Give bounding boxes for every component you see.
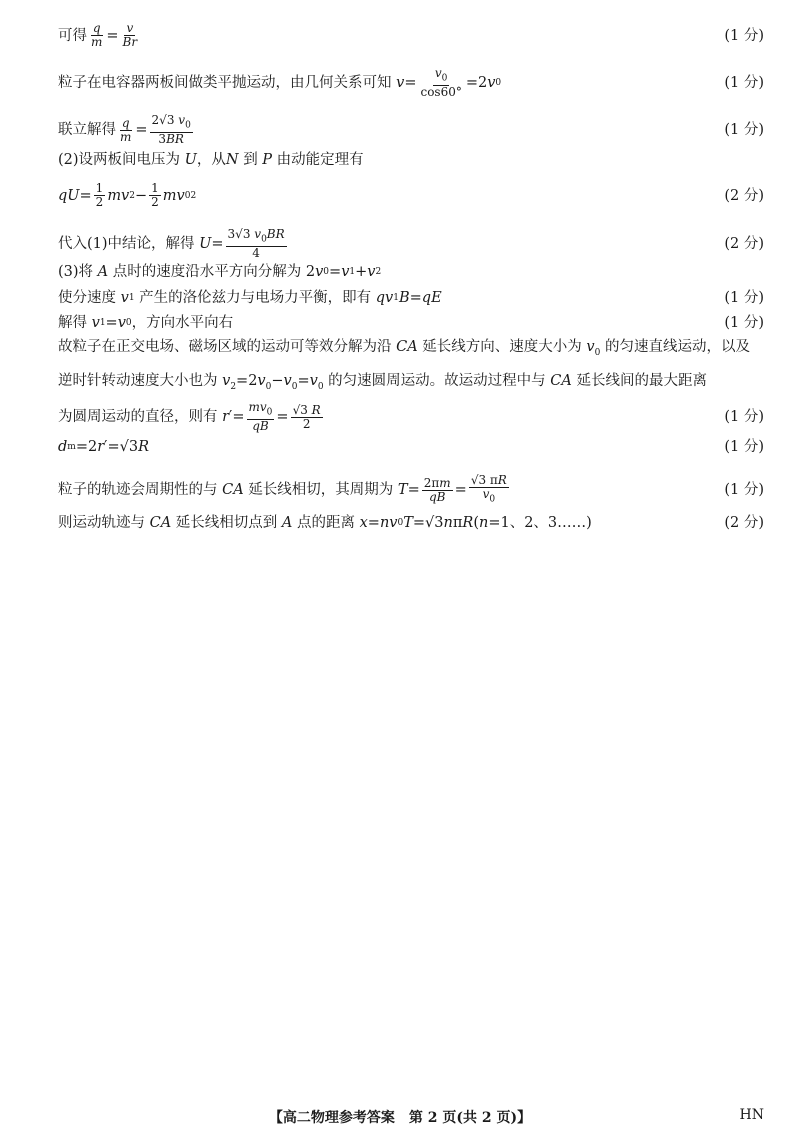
score-label: (2 分) xyxy=(724,515,764,531)
fraction: $\frac{1}{2}$ xyxy=(151,181,159,209)
line-text: 代入(1)中结论，解得 xyxy=(58,236,195,253)
line-text: 粒子在电容器两板间做类平抛运动，由几何关系可知 xyxy=(58,75,392,92)
line-text: 延长线方向、速度大小为 xyxy=(422,339,582,355)
score-label: (1 分) xyxy=(724,409,764,426)
line-text: 使分速度 xyxy=(58,290,116,306)
answer-line: 为圆周运动的直径，则有 r ′= $\frac{mv_0}{qB}$ = $\frac{√3 R}{2}$ (1 分) xyxy=(58,400,764,434)
line-text: 到 xyxy=(243,152,258,168)
answer-line: d m =2 r ′=√3 R (1 分) xyxy=(58,439,764,455)
line-text: 则运动轨迹与 xyxy=(58,515,145,531)
footer-code: HN xyxy=(739,1107,764,1123)
line-text: 点时的速度沿水平方向分解为 xyxy=(112,264,302,280)
answer-line: 粒子在电容器两板间做类平抛运动，由几何关系可知 v = $\frac{v_0}{\cos 60^\circ}$ =2 v 0 (1 分) xyxy=(58,66,764,100)
score-label: (1 分) xyxy=(724,290,764,306)
answer-line: 联立解得 $\frac{q}{m}$ = $\frac{2√3 v_0}{3BR}$ (1 分) xyxy=(58,113,764,147)
page-footer: 【高二物理参考答案 第 2 页(共 2 页)】 xyxy=(268,1110,532,1126)
line-text: ，从 xyxy=(196,152,226,168)
line-text: 产生的洛伦兹力与电场力平衡，即有 xyxy=(139,290,372,306)
score-label: (1 分) xyxy=(724,482,764,499)
answer-line: (2)设两板间电压为 U ，从 N 到 P 由动能定理有 xyxy=(58,152,364,168)
line-text: ，方向水平向右 xyxy=(131,315,234,331)
fraction: $\frac{mv_0}{qB}$ xyxy=(248,400,273,434)
fraction: $\frac{2\pi m}{qB}$ xyxy=(423,475,451,504)
answer-line: 则运动轨迹与 CA 延长线相切点到 A 点的距离 x = nv 0 T =√3 n π R ( n =1、2、3……) (2 分) xyxy=(58,515,764,531)
line-text: 粒子的轨迹会周期性的与 xyxy=(58,482,218,499)
score-label: (1 分) xyxy=(724,122,764,139)
line-text: (3)将 xyxy=(58,264,94,280)
answer-line: 解得 v 1 = v 0 ，方向水平向右 (1 分) xyxy=(58,315,764,331)
answer-line: 粒子的轨迹会周期性的与 CA 延长线相切，其周期为 T = $\frac{2\pi m}{qB}$ = $\frac{√3 \pi R}{v_0}$ (1 分) xyxy=(58,473,764,505)
line-text: 由动能定理有 xyxy=(276,152,364,168)
fraction: $\frac{1}{2}$ xyxy=(95,181,104,209)
line-text: 的匀速圆周运动。故运动过程中与 xyxy=(328,372,546,389)
line-text: 的匀速直线运动，以及逆时针转动速度大小也为 xyxy=(58,339,750,389)
answer-line: (3)将 A 点时的速度沿水平方向分解为 2 v 0 = v 1 + v 2 xyxy=(58,264,382,280)
answer-line: qU = $\frac{1}{2}$ mv 2 − $\frac{1}{2}$ mv 0 2 (2 分) xyxy=(58,181,764,209)
fraction: $\frac{q}{m}$ xyxy=(120,115,132,144)
fraction: $\frac{q}{m}$ xyxy=(91,21,103,49)
fraction: $\frac{√3 \pi R}{v_0}$ xyxy=(470,473,507,505)
score-label: (1 分) xyxy=(724,315,764,331)
line-text: 可得 xyxy=(58,27,87,44)
fraction: $\frac{2√3 v_0}{3BR}$ xyxy=(151,113,191,147)
score-label: (2 分) xyxy=(724,187,764,204)
score-label: (1 分) xyxy=(724,439,764,455)
line-text: 为圆周运动的直径，则有 xyxy=(58,409,218,426)
line-text: 解得 xyxy=(58,315,87,331)
line-text: 延长线间的最大距离 xyxy=(576,372,707,389)
fraction: $\frac{3√3 v_0BR}{4}$ xyxy=(227,227,285,261)
score-label: (1 分) xyxy=(724,75,764,92)
line-text: 点的距离 xyxy=(297,515,355,531)
fraction: $\frac{√3 R}{2}$ xyxy=(292,402,321,431)
line-text: (2)设两板间电压为 xyxy=(58,152,181,168)
fraction: $\frac{v}{Br}$ xyxy=(122,21,138,49)
answer-line: 使分速度 v 1 产生的洛伦兹力与电场力平衡，即有 qv 1 B = qE (1 分) xyxy=(58,290,764,306)
answer-paragraph: 故粒子在正交电场、磁场区域的运动可等效分解为沿 CA 延长线方向、速度大小为 $v_0$ 的匀速直线运动，以及逆时针转动速度大小也为 $v_2=2v_0-v_0=v_0$ 的匀速圆周运动。故运动过程中与 CA 延长线间的最大距离 xyxy=(58,339,750,392)
line-text: 延长线相切点到 xyxy=(175,515,278,531)
fraction: $\frac{v_0}{\cos 60^\circ}$ xyxy=(420,66,462,100)
line-text: 延长线相切，其周期为 xyxy=(248,482,394,499)
answer-line: 可得 $\frac{q}{m}$ = $\frac{v}{Br}$ (1 分) xyxy=(58,21,764,49)
score-label: (1 分) xyxy=(724,27,764,44)
line-text: 联立解得 xyxy=(58,122,116,139)
answer-line: 代入(1)中结论，解得 U = $\frac{3√3 v_0BR}{4}$ (2 分) xyxy=(58,227,764,261)
score-label: (2 分) xyxy=(724,236,764,253)
line-text: 故粒子在正交电场、磁场区域的运动可等效分解为沿 xyxy=(58,339,392,355)
